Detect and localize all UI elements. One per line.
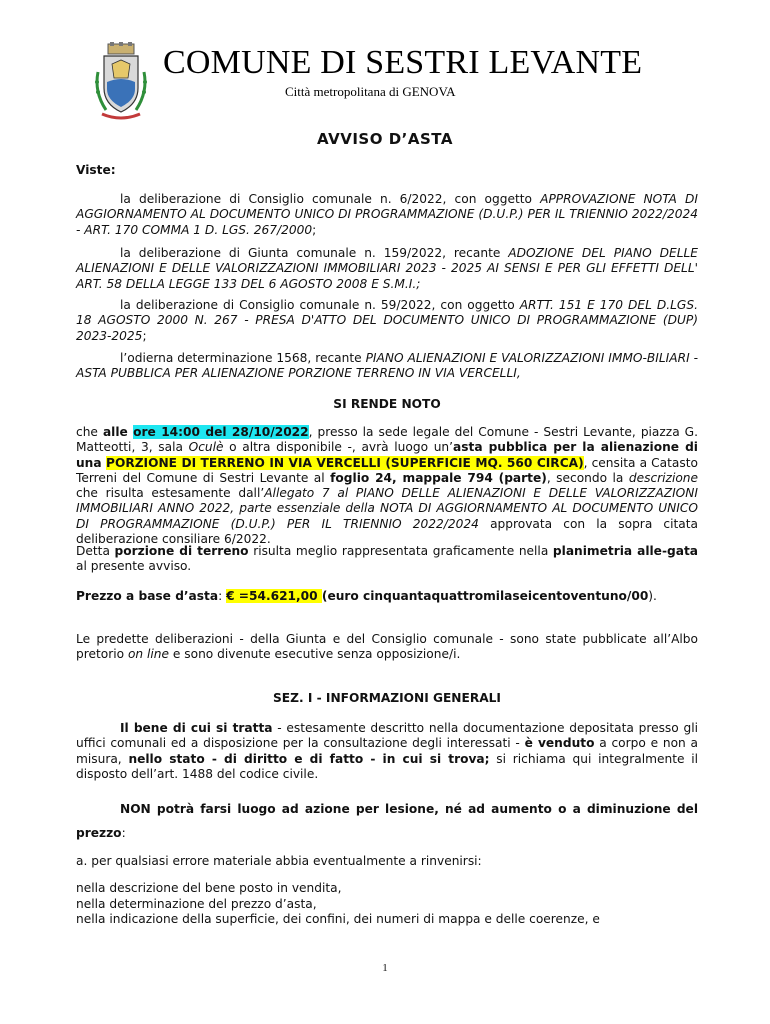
viste-paragraph-3 xyxy=(76,298,698,344)
notice-paragraph xyxy=(76,425,698,547)
text: - estesamente descritto nella documentazione depositata presso gli uffici comunali ed a disposizione per la consultazione degli interessati - xyxy=(76,721,698,751)
municipal-coat-of-arms-icon xyxy=(92,42,150,124)
text: che risulta estesamente dall’ xyxy=(76,486,265,501)
text: al presente avviso. xyxy=(76,559,192,574)
list-line-2: nella determinazione del prezzo d’asta, xyxy=(76,897,317,911)
text: ; xyxy=(142,328,147,343)
text-bold: NON potrà farsi luogo ad azione per lesione, né ad aumento o a diminuzione del prezzo xyxy=(76,802,698,840)
text-italic: Oculè xyxy=(188,440,224,455)
section-1-paragraph xyxy=(76,721,698,782)
text-bold: asta pubblica per la alienazione di una xyxy=(76,440,698,470)
text: Le predette deliberazioni - della Giunta e del Consiglio comunale - sono state pubblicate all’Albo pretorio xyxy=(76,632,698,662)
text: risulta meglio rappresentata graficamente nella xyxy=(248,544,553,558)
text: la deliberazione di Consiglio comunale n. 59/2022, con oggetto xyxy=(120,298,520,312)
text: , secondo la xyxy=(546,470,629,485)
text: : xyxy=(218,589,227,603)
viste-paragraph-1 xyxy=(76,192,698,238)
page-number: 1 xyxy=(382,962,388,974)
municipality-subtitle: Città metropolitana di GENOVA xyxy=(285,84,456,99)
text-bold: alle xyxy=(102,425,134,439)
text: a corpo e non a misura, xyxy=(76,736,698,766)
text: l’odierna determinazione 1568, recante xyxy=(120,351,366,365)
viste-paragraph-2 xyxy=(76,246,698,292)
text: la deliberazione di Giunta comunale n. 159/2022, recante xyxy=(120,246,509,260)
date-time-highlight: ore 14:00 del 28/10/2022 xyxy=(133,425,309,439)
text: o altra disponibile -, avrà luogo un’ xyxy=(223,440,454,455)
text: la deliberazione di Consiglio comunale n. 6/2022, con oggetto xyxy=(120,192,541,206)
viste-paragraph-4 xyxy=(76,351,698,382)
list-item-a: a. per qualsiasi errore materiale abbia eventualmente a rinvenirsi: xyxy=(76,854,482,868)
non-potra-paragraph xyxy=(76,797,698,845)
text: , censita a Catasto Terreni del Comune di Sestri Levante al xyxy=(76,455,698,485)
viste-label: Viste: xyxy=(76,163,116,177)
text-bold: Il bene di cui si tratta xyxy=(120,721,273,735)
pubblicazione-paragraph xyxy=(76,632,698,663)
text-italic: on line xyxy=(127,647,170,662)
municipality-title: COMUNE DI SESTRI LEVANTE xyxy=(163,44,643,81)
document-title: AVVISO D’ASTA xyxy=(317,130,453,148)
list-line-1: nella descrizione del bene posto in vendita, xyxy=(76,881,342,895)
text-bold: porzione di terreno xyxy=(114,544,249,558)
list-line-3: nella indicazione della superficie, dei confini, dei numeri di mappa e delle coerenze, e xyxy=(76,912,600,926)
text-bold: è venduto xyxy=(524,736,595,751)
text: approvata con la sopra citata deliberazione consiliare 6/2022. xyxy=(76,516,698,547)
text-bold: planimetria alle-gata xyxy=(552,544,699,558)
text: , presso la sede legale del Comune - Sestri Levante, piazza G. Matteotti, 3, sala xyxy=(76,425,698,455)
price-words: (euro cinquantaquattromilaseicentoventuno/00 xyxy=(321,589,649,603)
text-italic: Allegato 7 al PIANO DELLE ALIENAZIONI E DELLE VALORIZZAZIONI IMMOBILIARI ANNO 2022, parte essenziale della NOTA DI AGGIORNAMENTO AL DOCUMENTO UNICO DI PROGRAMMAZIONE (D.U.P.) PER IL TRIENNIO 2022/2024 xyxy=(76,486,698,531)
text: : xyxy=(121,826,126,840)
text: che xyxy=(76,425,103,439)
prezzo-paragraph xyxy=(76,589,698,604)
price-amount-highlight: € =54.621,00 xyxy=(226,589,322,603)
text-italic: APPROVAZIONE NOTA DI AGGIORNAMENTO AL DOCUMENTO UNICO DI PROGRAMMAZIONE (D.U.P.) PER IL TRIENNIO 2022/2024 - ART. 170 COMMA 1 D. LGS. 267/2000 xyxy=(76,192,698,237)
text: ; xyxy=(312,222,317,237)
price-label: Prezzo a base d’asta xyxy=(76,589,219,603)
text-italic: ARTT. 151 E 170 DEL D.LGS. 18 AGOSTO 2000 N. 267 - PRESA D'ATTO DEL DOCUMENTO UNICO DI PROGRAMMAZIONE (DUP) 2023-2025 xyxy=(76,298,698,343)
text: si richiama qui integralmente il disposto dell’art. 1488 del codice civile. xyxy=(76,751,698,781)
property-highlight: PORZIONE DI TERRENO IN VIA VERCELLI (SUPERFICIE MQ. 560 CIRCA) xyxy=(106,455,584,470)
text: e sono divenute esecutive senza opposizione/i. xyxy=(169,647,461,662)
text-italic: PIANO ALIENAZIONI E VALORIZZAZIONI IMMO-BILIARI - ASTA PUBBLICA PER ALIENAZIONE PORZIONE TERRENO IN VIA VERCELLI, xyxy=(76,351,698,381)
text-italic: descrizione xyxy=(628,470,699,485)
text-bold: foglio 24, mappale 794 (parte) xyxy=(330,470,547,485)
si-rende-noto-heading: SI RENDE NOTO xyxy=(333,397,441,411)
text: ). xyxy=(648,589,657,603)
text: Detta xyxy=(76,544,115,558)
section-1-heading: SEZ. I - INFORMAZIONI GENERALI xyxy=(273,691,501,705)
text-bold: nello stato - di diritto e di fatto - in cui si trova; xyxy=(128,751,490,766)
text-italic: ADOZIONE DEL PIANO DELLE ALIENAZIONI E DELLE VALORIZZAZIONI IMMOBILIARI 2023 - 2025 AI SENSI E PER GLI EFFETTI DELL' ART. 58 DELLA LEGGE 133 DEL 6 AGOSTO 2008 E S.M.I.; xyxy=(76,246,698,291)
detta-paragraph xyxy=(76,544,698,575)
